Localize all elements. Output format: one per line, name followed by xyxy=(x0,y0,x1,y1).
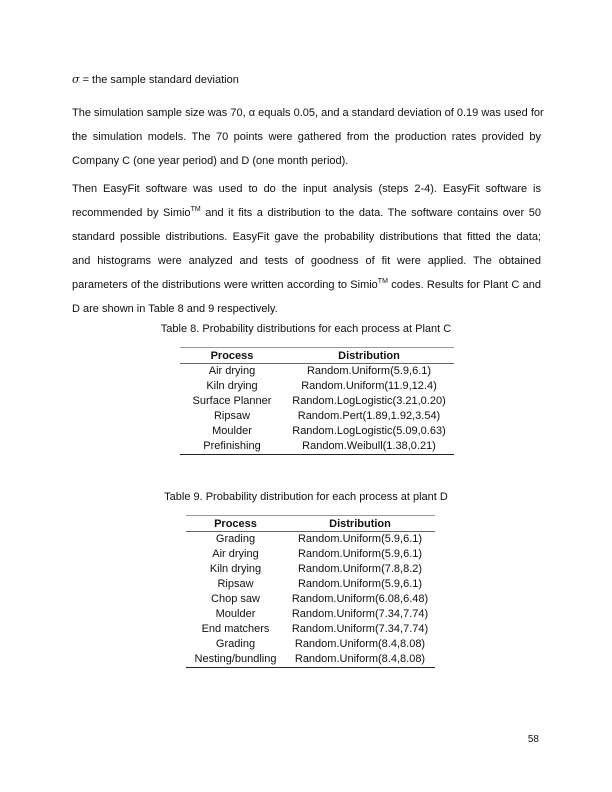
table-row xyxy=(180,424,454,439)
text-fragment: recommended by Simio xyxy=(72,207,191,219)
paragraph-line: Company C (one year period) and D (one month period). xyxy=(72,155,349,167)
distribution-cell: Random.Weibull(1.38,0.21) xyxy=(284,439,454,455)
process-cell: Grading xyxy=(215,638,256,650)
column-header-distribution: Distribution xyxy=(285,516,435,532)
paragraph-easyfit xyxy=(72,177,541,321)
table-row xyxy=(186,637,435,652)
distribution-cell: Random.LogLogistic(3.21,0.20) xyxy=(292,395,446,407)
table-header-row xyxy=(186,516,435,532)
distribution-cell: Random.Uniform(5.9,6.1) xyxy=(297,533,423,545)
text-fragment: codes. Results for Plant C and xyxy=(391,279,542,291)
table-row xyxy=(180,379,454,394)
process-cell: Kiln drying xyxy=(209,563,262,575)
table-row xyxy=(180,409,454,424)
process-cell: Ripsaw xyxy=(213,410,251,422)
distribution-cell: Random.Uniform(5.9,6.1) xyxy=(297,548,423,560)
column-header-process: Process xyxy=(186,516,285,532)
paragraph-line: and histograms were analyzed and tests of goodness of fit were applied. The obtained xyxy=(72,255,541,267)
text-fragment: parameters of the distributions were written according to Simio xyxy=(72,279,378,291)
sigma-definition-text: = the sample standard deviation xyxy=(82,74,239,86)
page-number: 58 xyxy=(527,734,539,745)
distribution-cell: Random.Uniform(11.9,12.4) xyxy=(301,380,437,392)
distribution-cell: Random.Uniform(7.34,7.74) xyxy=(291,608,429,620)
paragraph-line: Then EasyFit software was used to do the input analysis (steps 2-4). EasyFit software is xyxy=(72,183,541,195)
text-fragment: and it fits a distribution to the data. The software contains over 50 xyxy=(205,207,541,219)
process-cell: Air drying xyxy=(212,548,259,560)
table-row xyxy=(180,364,454,380)
table-row xyxy=(180,394,454,409)
paragraph-line: standard possible distributions. EasyFit gave the probability distributions that fitted the data; xyxy=(72,231,541,243)
sigma-symbol: σ xyxy=(72,73,80,86)
column-header-distribution: Distribution xyxy=(284,348,454,364)
trademark-superscript: TM xyxy=(377,278,388,285)
process-cell: Air drying xyxy=(208,365,256,377)
paragraph-line: D are shown in Table 8 and 9 respectively. xyxy=(72,303,278,315)
table-row xyxy=(186,562,435,577)
table-row xyxy=(186,607,435,622)
distribution-cell: Random.Pert(1.89,1.92,3.54) xyxy=(297,410,441,422)
paragraph-line xyxy=(72,201,541,225)
column-header-process: Process xyxy=(180,348,284,364)
distribution-cell: Random.Uniform(5.9,6.1) xyxy=(306,365,432,377)
process-cell: Kiln drying xyxy=(206,380,258,392)
table9-caption: Table 9. Probability distribution for each process at plant D xyxy=(164,491,448,503)
process-cell: Moulder xyxy=(215,608,256,620)
table-row xyxy=(186,532,435,548)
paragraph-line xyxy=(72,273,541,297)
process-cell: Surface Planner xyxy=(192,395,272,407)
process-cell: Prefinishing xyxy=(180,439,284,455)
table8-caption: Table 8. Probability distributions for each process at Plant C xyxy=(160,323,452,335)
distribution-cell: Random.Uniform(6.08,6.48) xyxy=(291,593,429,605)
paragraph-line: the simulation models. The 70 points were gathered from the production rates provided by xyxy=(72,131,541,143)
distribution-cell: Random.Uniform(8.4,8.08) xyxy=(294,638,426,650)
process-cell: Grading xyxy=(215,533,256,545)
process-cell: Chop saw xyxy=(211,593,260,605)
process-cell: Ripsaw xyxy=(217,578,254,590)
sigma-definition xyxy=(72,73,239,86)
table-header-row xyxy=(180,348,454,364)
table-row xyxy=(180,439,454,455)
distribution-cell: Random.Uniform(5.9,6.1) xyxy=(297,578,423,590)
table-row xyxy=(186,547,435,562)
table-row xyxy=(186,577,435,592)
trademark-superscript: TM xyxy=(190,206,201,213)
table-row xyxy=(186,652,435,668)
table-row xyxy=(186,592,435,607)
paragraph-simulation-sample xyxy=(72,101,544,173)
process-cell: Nesting/bundling xyxy=(186,652,285,668)
process-cell: End matchers xyxy=(201,623,270,635)
process-cell: Moulder xyxy=(212,425,252,437)
distribution-cell: Random.Uniform(7.34,7.74) xyxy=(291,623,429,635)
table9 xyxy=(186,515,435,668)
paragraph-line: The simulation sample size was 70, α equals 0.05, and a standard deviation of 0.19 was used for xyxy=(72,107,544,119)
distribution-cell: Random.Uniform(8.4,8.08) xyxy=(285,652,435,668)
distribution-cell: Random.LogLogistic(5.09,0.63) xyxy=(292,425,446,437)
table8 xyxy=(180,347,454,455)
table-row xyxy=(186,622,435,637)
distribution-cell: Random.Uniform(7.8,8.2) xyxy=(297,563,423,575)
